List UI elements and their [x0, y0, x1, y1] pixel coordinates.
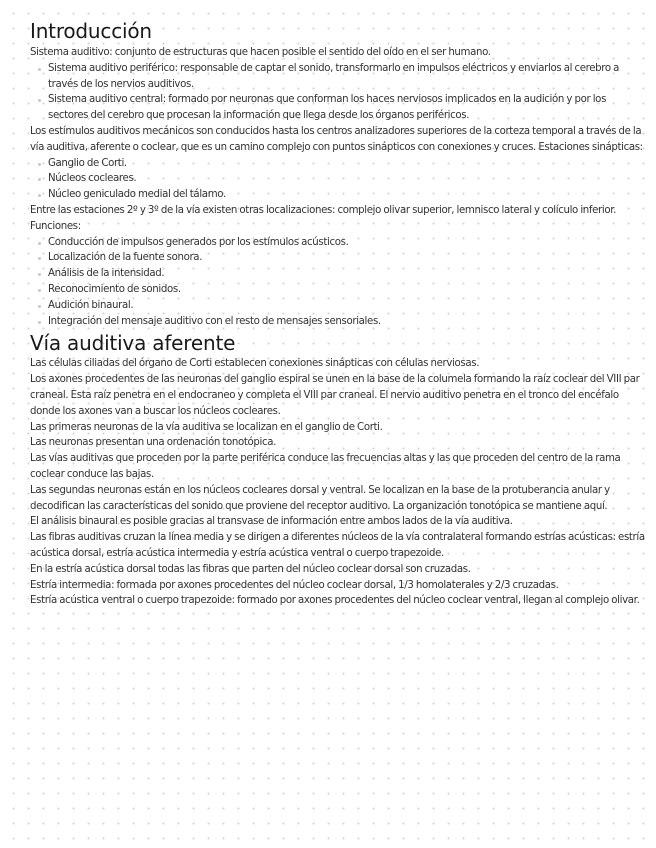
- list-item-function: Análisis de la intensidad.: [30, 266, 648, 282]
- paragraph: Las fibras auditivas cruzan la línea media y se dirigen a diferentes núcleos de la vía contralateral formando estrías acústicas: estría acústica dorsal, estría acústica intermedia y estría acústica ventral o cuerpo trapezoide.: [30, 532, 645, 559]
- paragraph: Las primeras neuronas de la vía auditiva se localizan en el ganglio de Corti.: [30, 421, 383, 433]
- bullet-sistema-periferico: Sistema auditivo periférico: responsable de captar el sonido, transformarlo en impulsos eléctricos y enviarlos al cerebro a través de los nervios auditivos.: [30, 61, 648, 93]
- paragraph: El análisis binaural es posible gracias al transvase de información entre ambos lados de la vía auditiva.: [30, 516, 513, 528]
- paragraph-estimulos: Los estímulos auditivos mecánicos son conducidos hasta los centros analizadores superiores de la corteza temporal a través de la vía auditiva, aferente o coclear, que es un camino complejo con puntos sinápticos con conexiones y cruces. Estaciones sinápticas:: [30, 125, 643, 153]
- paragraph: En la estría acústica dorsal todas las fibras que parten del núcleo coclear dorsal son cruzadas.: [30, 563, 471, 575]
- paragraph: Las segundas neuronas están en los núcleos cocleares dorsal y ventral. Se localizan en la base de la protuberancia anular y decodifican las características del sonido que proviene del receptor auditivo. La organización tonotópica se mantiene aquí.: [30, 484, 610, 512]
- paragraph: Las neuronas presentan una ordenación tonotópica.: [30, 437, 277, 449]
- paragraph: Las células ciliadas del órgano de Corti establecen conexiones sinápticas con células nerviosas.: [30, 358, 480, 370]
- list-item-function: Localización de la fuente sonora.: [30, 250, 648, 266]
- heading-via-auditiva-aferente: Vía auditiva aferente: [30, 331, 236, 356]
- list-item-function: Audición binaural.: [30, 298, 648, 314]
- paragraph: Estría intermedia: formada por axones procedentes del núcleo coclear dorsal, 1/3 homolaterales y 2/3 cruzadas.: [30, 579, 559, 591]
- list-item-function: Reconocimiento de sonidos.: [30, 282, 648, 298]
- list-item-station: Ganglio de Corti.: [30, 156, 648, 172]
- heading-introduccion: Introducción: [30, 19, 152, 43]
- definition-sistema-auditivo: Sistema auditivo: conjunto de estructuras que hacen posible el sentido del oído en el ser humano.: [30, 47, 491, 58]
- list-item-function: Integración del mensaje auditivo con el resto de mensajes sensoriales.: [30, 314, 648, 330]
- paragraph: Estría acústica ventral o cuerpo trapezoide: formado por axones procedentes del núcleo coclear ventral, llegan al complejo olivar.: [30, 595, 640, 607]
- paragraph: Las vías auditivas que proceden por la parte periférica conduce las frecuencias altas y las que proceden del centro de la rama coclear conduce las bajas.: [30, 453, 621, 480]
- list-item-station: Núcleos cocleares.: [30, 171, 648, 187]
- paragraph-localizaciones: Entre las estaciones 2º y 3º de la vía existen otras localizaciones: complejo olivar superior, lemnisco lateral y colículo inferior. Funciones:: [30, 204, 617, 232]
- list-item-function: Conducción de impulsos generados por los estímulos acústicos.: [30, 235, 648, 251]
- paragraph: Los axones procedentes de las neuronas del ganglio espiral se unen en la base de la columela formando la raíz coclear del VIII par craneal. Esta raíz penetra en el endocraneo y completa el VIII par craneal. El nervio auditivo penetra en el tronco del encéfalo donde los axones van a buscar los núcleos cocleares.: [30, 374, 640, 417]
- bullet-sistema-central: Sistema auditivo central: formado por neuronas que conforman los haces nerviosos implicados en la audición y por los sectores del cerebro que procesan la información que llega desde los órganos periféricos.: [30, 92, 648, 124]
- list-item-station: Núcleo geniculado medial del tálamo.: [30, 187, 648, 203]
